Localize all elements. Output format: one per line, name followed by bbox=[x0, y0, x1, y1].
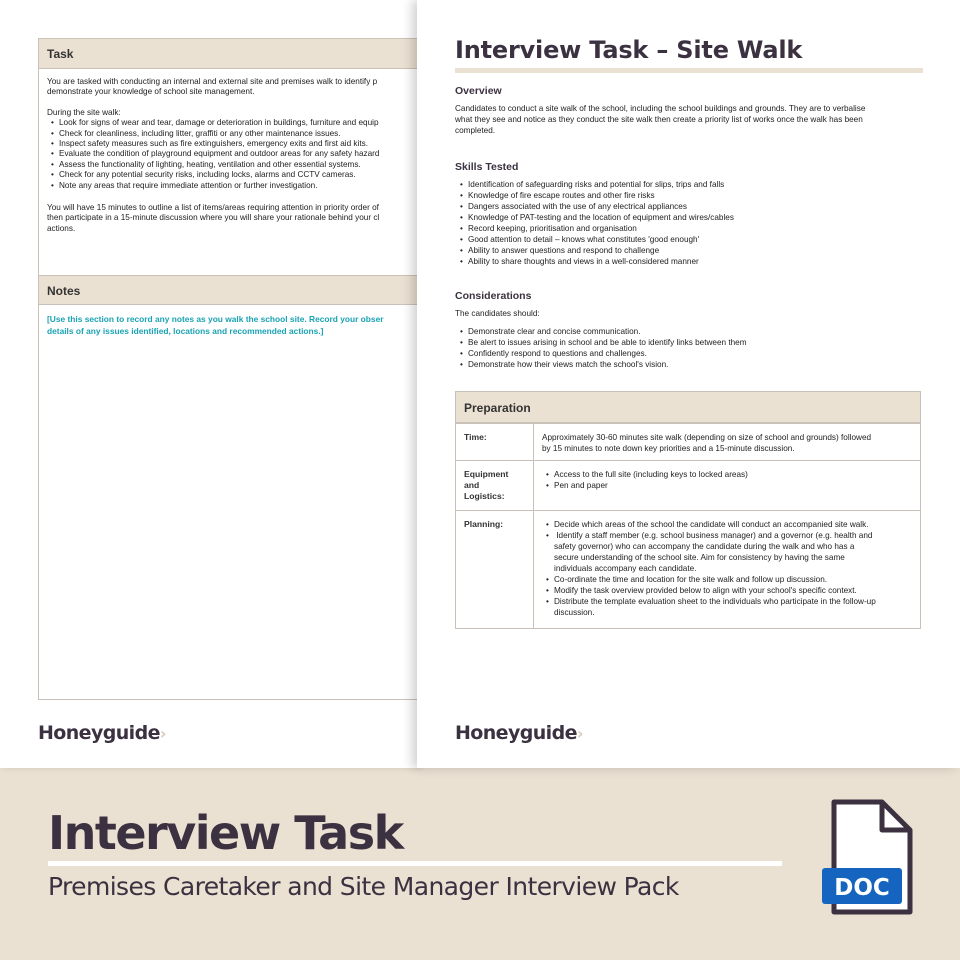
planning-label: Planning: bbox=[456, 511, 534, 628]
notes-line: details of any issues identified, locations and recommended actions.] bbox=[47, 326, 324, 336]
notes-heading: Notes bbox=[39, 275, 437, 305]
table-row bbox=[456, 423, 920, 460]
list-item: • Dangers associated with the use of any electrical appliances bbox=[460, 201, 925, 212]
list-item: • Ability to answer questions and respond to challenge bbox=[460, 245, 925, 256]
title-underline bbox=[455, 68, 923, 73]
list-item: • Co-ordinate the time and location for the site walk and follow up discussion. bbox=[546, 574, 912, 585]
skills-heading: Skills Tested bbox=[455, 161, 519, 173]
front-document-page bbox=[417, 0, 960, 768]
banner-underline bbox=[48, 861, 782, 866]
doc-badge-label: DOC bbox=[834, 875, 890, 901]
list-item: • Knowledge of PAT-testing and the location of equipment and wires/cables bbox=[460, 212, 925, 223]
equipment-label-line: Logistics: bbox=[464, 491, 505, 501]
table-row bbox=[456, 510, 920, 628]
honeyguide-logo bbox=[38, 722, 166, 744]
list-item: • Evaluate the condition of playground equipment and outdoor areas for any safety hazard bbox=[51, 149, 429, 159]
logo-text: Honeyguide bbox=[38, 722, 160, 744]
equipment-label-line: and bbox=[464, 480, 480, 490]
notes-instructions bbox=[39, 305, 437, 345]
document-icon bbox=[820, 798, 916, 918]
equipment-label bbox=[456, 461, 534, 510]
banner-subtitle: Premises Caretaker and Site Manager Interview Pack bbox=[48, 872, 679, 901]
preparation-heading: Preparation bbox=[456, 392, 920, 423]
honeyguide-logo bbox=[455, 722, 583, 744]
logo-text: Honeyguide bbox=[455, 722, 577, 744]
table-row bbox=[456, 460, 920, 510]
list-item: • Decide which areas of the school the candidate will conduct an accompanied site walk. bbox=[546, 519, 912, 530]
list-item-continuation: individuals accompany each candidate. bbox=[554, 564, 697, 573]
list-item: • Good attention to detail – knows what constitutes 'good enough' bbox=[460, 234, 925, 245]
list-item: • Check for any potential security risks, including locks, alarms and CCTV cameras. bbox=[51, 170, 429, 180]
time-label: Time: bbox=[456, 424, 534, 460]
page-title: Interview Task – Site Walk bbox=[455, 36, 803, 64]
walk-intro: During the site walk: bbox=[47, 107, 121, 117]
list-item: • Distribute the template evaluation sheet to the individuals who participate in the follow-up bbox=[546, 596, 912, 607]
list-item-continuation: discussion. bbox=[554, 608, 595, 617]
time-line: by 15 minutes to note down key priorities and a 15-minute discussion. bbox=[542, 444, 795, 453]
time-line: Approximately 30-60 minutes site walk (depending on size of school and grounds) followed bbox=[542, 433, 872, 442]
considerations-list bbox=[455, 326, 925, 370]
list-item: • Demonstrate clear and concise communication. bbox=[460, 326, 925, 337]
overview-section bbox=[455, 85, 925, 136]
list-item-continuation: safety governor) who can accompany the candidate during the walk and who has a bbox=[554, 542, 855, 551]
closing-line: then participate in a 15-minute discussion where you will share your rationale behind your cl bbox=[47, 213, 380, 223]
list-item: • Inspect safety measures such as fire extinguishers, emergency exits and first aid kits. bbox=[51, 139, 429, 149]
equipment-value bbox=[534, 461, 920, 510]
list-item bbox=[546, 530, 912, 541]
walk-list bbox=[47, 118, 429, 191]
overview-line: Candidates to conduct a site walk of the school, including the school buildings and grounds. They are to verbalise bbox=[455, 104, 866, 113]
list-item: • Look for signs of wear and tear, damage or deterioration in buildings, furniture and equip bbox=[51, 118, 429, 128]
closing-line: actions. bbox=[47, 223, 76, 233]
considerations-heading: Considerations bbox=[455, 290, 532, 302]
list-item: • Pen and paper bbox=[546, 480, 912, 491]
skills-list bbox=[455, 179, 925, 267]
back-document-page bbox=[0, 0, 420, 768]
equipment-label-line: Equipment bbox=[464, 469, 509, 479]
task-notes-table bbox=[38, 38, 438, 700]
preparation-table bbox=[455, 391, 921, 629]
time-value bbox=[534, 424, 920, 460]
list-item-line: Identify a staff member (e.g. school business manager) and a governor (e.g. health and bbox=[556, 531, 873, 540]
considerations-intro: The candidates should: bbox=[455, 309, 540, 318]
list-item: • Check for cleanliness, including litter, graffiti or any other maintenance issues. bbox=[51, 129, 429, 139]
list-item: • Confidently respond to questions and challenges. bbox=[460, 348, 925, 359]
list-item: • Note any areas that require immediate attention or further investigation. bbox=[51, 181, 429, 191]
task-heading: Task bbox=[39, 39, 437, 69]
list-item: • Knowledge of fire escape routes and other fire risks bbox=[460, 190, 925, 201]
list-item: • Demonstrate how their views match the school's vision. bbox=[460, 359, 925, 370]
list-item: • Access to the full site (including keys to locked areas) bbox=[546, 469, 912, 480]
overview-line: completed. bbox=[455, 126, 496, 135]
considerations-section bbox=[455, 290, 925, 370]
task-intro-line: You are tasked with conducting an internal and external site and premises walk to identify p bbox=[47, 77, 378, 86]
task-intro-line: demonstrate your knowledge of school site management. bbox=[47, 87, 255, 97]
list-item: • Be alert to issues arising in school and be able to identify links between them bbox=[460, 337, 925, 348]
notes-line: [Use this section to record any notes as you walk the school site. Record your obser bbox=[47, 314, 384, 324]
list-item: • Ability to share thoughts and views in a well-considered manner bbox=[460, 256, 925, 267]
skills-section bbox=[455, 161, 925, 267]
task-body bbox=[39, 69, 437, 275]
list-item-continuation: secure understanding of the school site. Aim for consistency by having the same bbox=[554, 553, 845, 562]
chevron-right-icon: › bbox=[159, 724, 166, 743]
banner-title: Interview Task bbox=[48, 806, 403, 860]
closing-line: You will have 15 minutes to outline a list of items/areas requiring attention in priority order of bbox=[47, 203, 379, 213]
list-item: • Identification of safeguarding risks and potential for slips, trips and falls bbox=[460, 179, 925, 190]
overview-heading: Overview bbox=[455, 85, 502, 97]
list-item: • Assess the functionality of lighting, heating, ventilation and other essential systems. bbox=[51, 160, 429, 170]
planning-value bbox=[534, 511, 920, 628]
list-item: • Modify the task overview provided below to align with your school's specific context. bbox=[546, 585, 912, 596]
chevron-right-icon: › bbox=[576, 724, 583, 743]
overview-line: what they see and notice as they conduct the site walk then create a priority list of works once the walk has been bbox=[455, 115, 863, 124]
list-item: • Record keeping, prioritisation and organisation bbox=[460, 223, 925, 234]
